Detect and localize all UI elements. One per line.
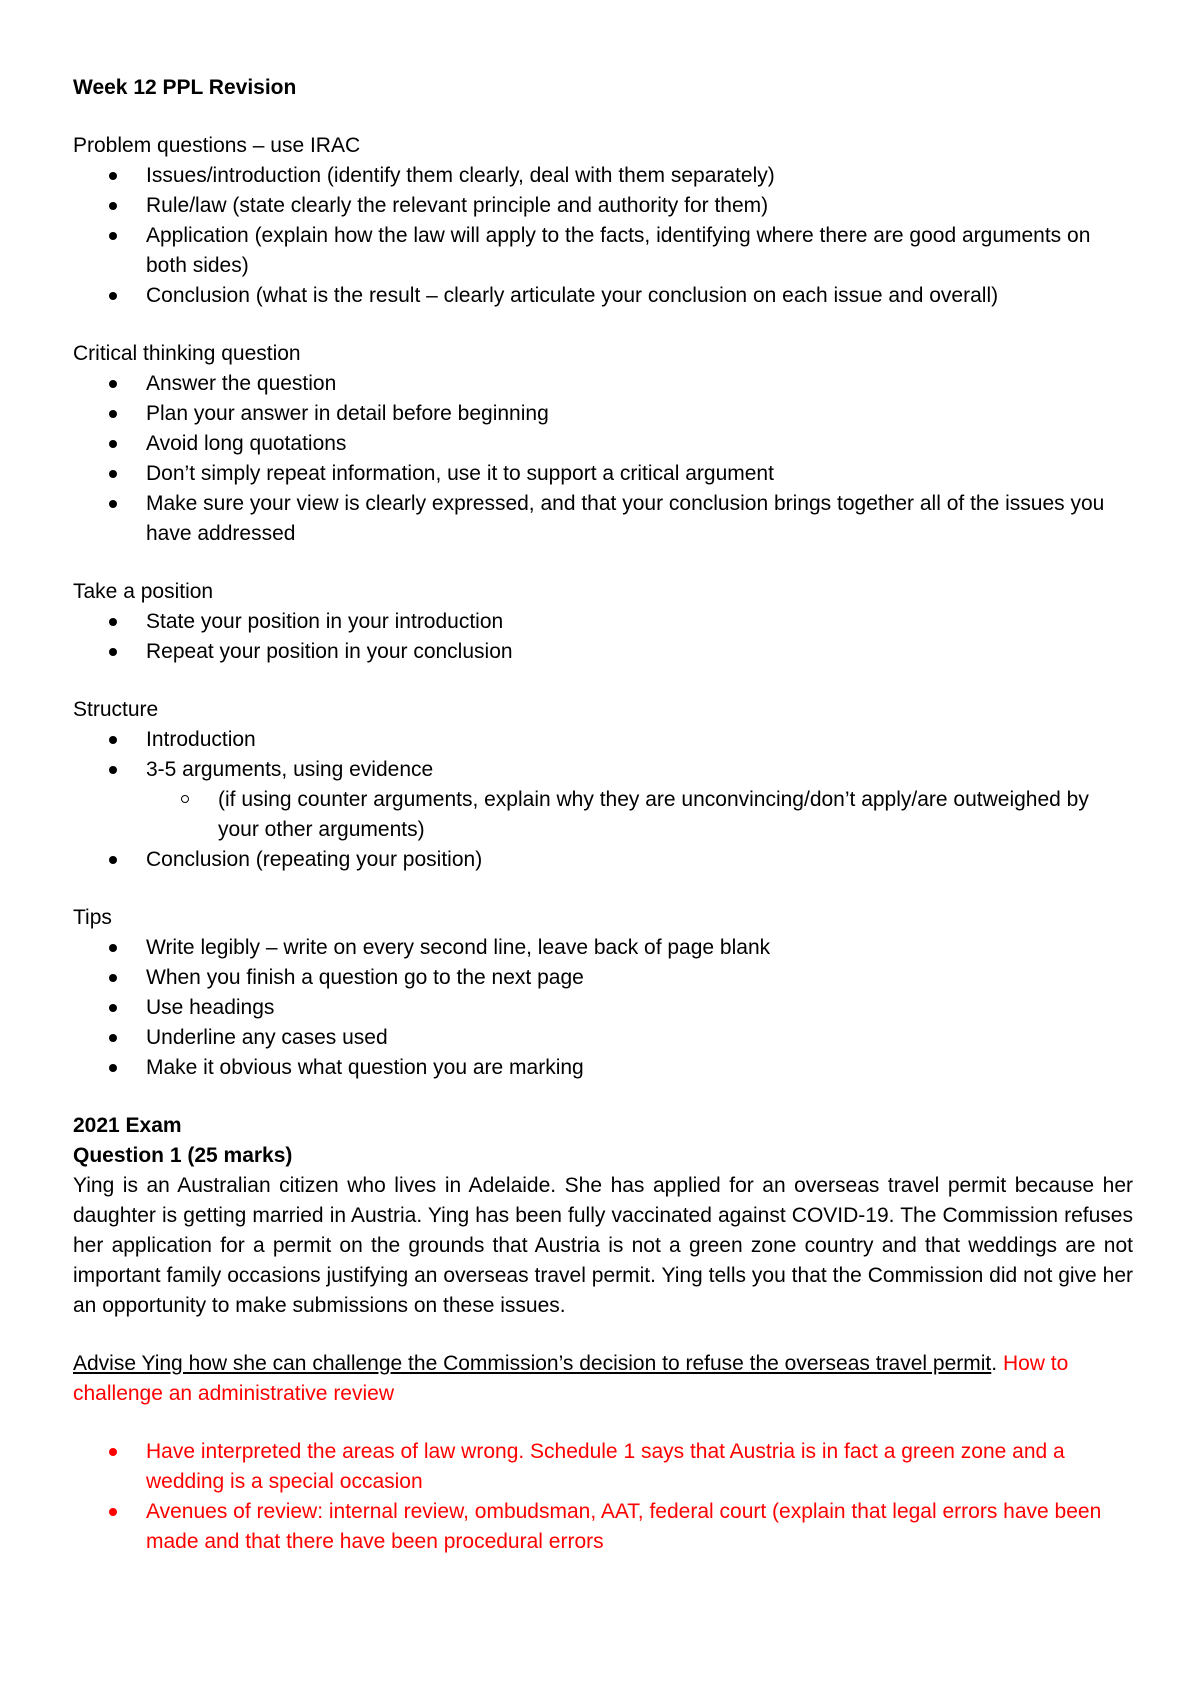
bullet-icon	[109, 618, 117, 626]
list-item: Avenues of review: internal review, ombudsman, AAT, federal court (explain that legal errors have been made and that there have been procedural errors	[73, 1497, 1133, 1557]
advise-paragraph	[73, 1349, 1133, 1409]
problem-questions-heading: Problem questions – use IRAC	[73, 134, 361, 157]
bullet-icon	[109, 470, 117, 478]
problem-questions-list	[73, 161, 1133, 311]
answer-list	[73, 1437, 1133, 1557]
bullet-icon	[109, 974, 117, 982]
take-position-heading: Take a position	[73, 580, 214, 603]
list-item: Use headings	[73, 993, 1133, 1023]
question-text: Ying is an Australian citizen who lives in Adelaide. She has applied for an overseas travel permit because her daughter is getting married in Austria. Ying has been fully vaccinated against COVID-19. The Commission refuses her application for a permit on the grounds that Austria is not a green zone country and that weddings are not important family occasions justifying an overseas travel permit. Ying tells you that the Commission did not give her an opportunity to make submissions on these issues.	[73, 1174, 1133, 1317]
bullet-icon	[109, 1448, 117, 1456]
list-item: Make it obvious what question you are marking	[73, 1053, 1133, 1083]
list-item: Have interpreted the areas of law wrong. Schedule 1 says that Austria is in fact a green zone and a wedding is a special occasion	[73, 1437, 1133, 1497]
bullet-icon	[109, 500, 117, 508]
bullet-icon	[109, 1004, 117, 1012]
bullet-icon	[109, 648, 117, 656]
critical-thinking-heading: Critical thinking question	[73, 342, 301, 365]
list-item: Write legibly – write on every second line, leave back of page blank	[73, 933, 1133, 963]
list-item: Rule/law (state clearly the relevant principle and authority for them)	[73, 191, 1133, 221]
bullet-icon	[109, 856, 117, 864]
structure-list	[73, 725, 1133, 875]
list-item: Answer the question	[73, 369, 1133, 399]
list-item: Underline any cases used	[73, 1023, 1133, 1053]
list-item: Issues/introduction (identify them clearly, deal with them separately)	[73, 161, 1133, 191]
document-body	[73, 73, 1133, 1557]
bullet-icon	[109, 292, 117, 300]
question-heading: Question 1 (25 marks)	[73, 1144, 293, 1167]
list-item: Conclusion (what is the result – clearly articulate your conclusion on each issue and overall)	[73, 281, 1133, 311]
advise-instruction: Advise Ying how she can challenge the Commission’s decision to refuse the overseas travel permit	[73, 1352, 992, 1375]
bullet-icon	[109, 944, 117, 952]
bullet-icon	[109, 232, 117, 240]
structure-heading: Structure	[73, 698, 159, 721]
sub-list-item: (if using counter arguments, explain why they are unconvincing/don’t apply/are outweighed by your other arguments)	[73, 785, 1133, 845]
bullet-icon	[109, 440, 117, 448]
take-position-list	[73, 607, 1133, 667]
bullet-icon	[109, 172, 117, 180]
bullet-icon	[109, 380, 117, 388]
list-item: Plan your answer in detail before beginning	[73, 399, 1133, 429]
tips-heading: Tips	[73, 906, 112, 929]
bullet-icon	[109, 410, 117, 418]
hollow-bullet-icon	[181, 795, 189, 803]
list-item: Conclusion (repeating your position)	[73, 845, 1133, 875]
exam-heading: 2021 Exam	[73, 1114, 182, 1137]
advise-period: .	[991, 1352, 998, 1375]
list-item: Make sure your view is clearly expressed, and that your conclusion brings together all of the issues you have addressed	[73, 489, 1133, 549]
list-item: State your position in your introduction	[73, 607, 1133, 637]
bullet-icon	[109, 1034, 117, 1042]
bullet-icon	[109, 1508, 117, 1516]
list-item: Introduction	[73, 725, 1133, 755]
structure-sub-list	[146, 785, 1133, 845]
list-item: 3-5 arguments, using evidence (if using counter arguments, explain why they are unconvincing/don’t apply/are outweighed by your other arguments)	[73, 755, 1133, 845]
bullet-icon	[109, 736, 117, 744]
critical-thinking-list	[73, 369, 1133, 549]
bullet-icon	[109, 202, 117, 210]
list-item: When you finish a question go to the next page	[73, 963, 1133, 993]
list-item: Avoid long quotations	[73, 429, 1133, 459]
bullet-icon	[109, 1064, 117, 1072]
list-item: Repeat your position in your conclusion	[73, 637, 1133, 667]
bullet-icon	[109, 766, 117, 774]
tips-list	[73, 933, 1133, 1083]
advise-note: How to challenge an administrative review	[73, 1352, 1069, 1405]
list-item: Don’t simply repeat information, use it to support a critical argument	[73, 459, 1133, 489]
page-title: Week 12 PPL Revision	[73, 76, 297, 99]
list-item: Application (explain how the law will apply to the facts, identifying where there are good arguments on both sides)	[73, 221, 1133, 281]
